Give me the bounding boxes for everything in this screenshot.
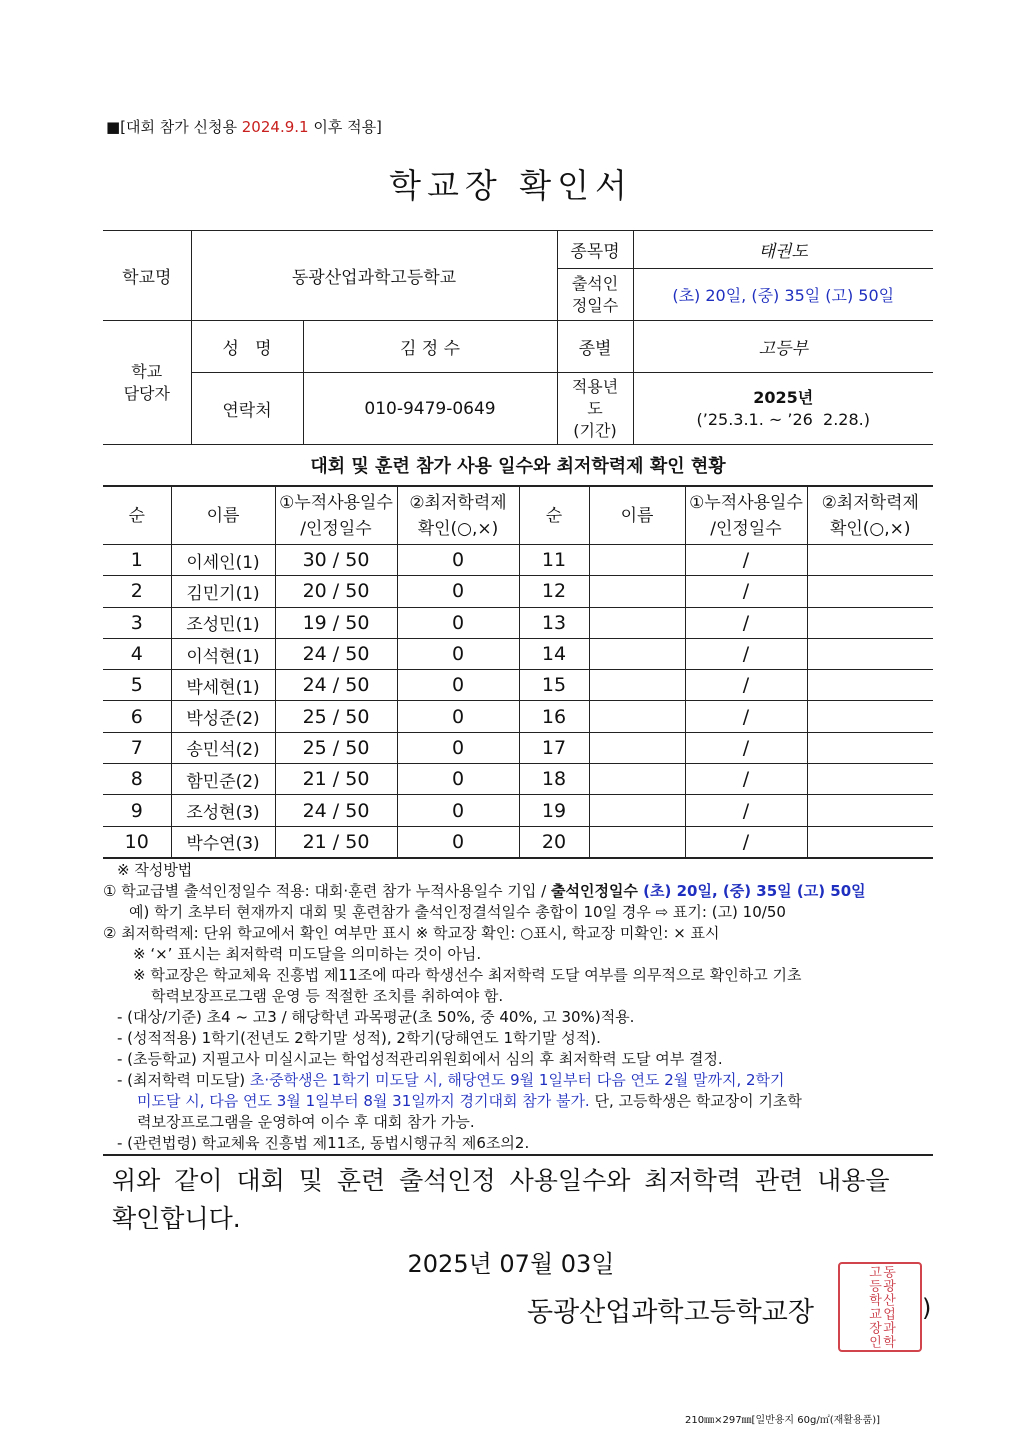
cell-seq: 2 bbox=[103, 576, 171, 607]
year-label-line3: (기간) bbox=[573, 420, 617, 440]
cell-seq: 7 bbox=[103, 732, 171, 763]
detail-1: - (대상/기준) 초4 ~ 고3 / 해당학년 과목평균(초 50%, 중 40%, 고 30%)적용. bbox=[117, 1008, 635, 1026]
cell-seq: 5 bbox=[103, 670, 171, 701]
attendance-value: (초) 20일, (중) 35일 (고) 50일 bbox=[633, 269, 933, 321]
cell-seq: 6 bbox=[103, 701, 171, 732]
header-name-2: 이름 bbox=[589, 486, 685, 545]
cell-days: 30 / 50 bbox=[275, 545, 397, 576]
cell-seq: 3 bbox=[103, 607, 171, 638]
confirmation-line2: 확인합니다. bbox=[112, 1204, 241, 1233]
page-title: 학교장 확인서 bbox=[389, 166, 633, 205]
year-label-line2: 도 bbox=[587, 398, 603, 418]
sport-value: 태권도 bbox=[633, 231, 933, 269]
form-note-prefix: ■[대회 참가 신청용 bbox=[106, 118, 242, 136]
header-days-2-line1: ①누적사용일수 bbox=[689, 492, 803, 513]
school-info-table bbox=[103, 230, 933, 445]
cell-name: 박수연(3) bbox=[171, 826, 275, 858]
cell-name: 박세현(1) bbox=[171, 670, 275, 701]
note-1-text: ① 학교급별 출석인정일수 적용: 대회·훈련 참가 누적사용일수 기입 / bbox=[103, 882, 551, 900]
note-1 bbox=[103, 881, 943, 902]
paper-spec: 210㎜×297㎜[일반용지 60g/㎡(재활용품)] bbox=[685, 1415, 881, 1426]
cell-name: 김민기(1) bbox=[171, 576, 275, 607]
cell-name2 bbox=[589, 576, 685, 607]
cell-check: 0 bbox=[397, 764, 519, 795]
cell-days: 21 / 50 bbox=[275, 826, 397, 858]
cell-name: 박성준(2) bbox=[171, 701, 275, 732]
table-row bbox=[103, 701, 933, 732]
detail-4-blue-2: 미도달 시, 다음 연도 3월 1일부터 8월 31일까지 경기대회 참가 불가. bbox=[137, 1092, 590, 1110]
form-note-suffix: 이후 적용] bbox=[308, 118, 382, 136]
cell-check: 0 bbox=[397, 545, 519, 576]
note-1-example: 예) 학기 초부터 현재까지 대회 및 훈련참가 출석인정결석일수 총합이 10일 경우 ⇨ 표기: (고) 10/50 bbox=[129, 903, 786, 921]
cell-check2 bbox=[807, 764, 933, 795]
note-2: ② 최저학력제: 단위 학교에서 확인 여부만 표시 ※ 학교장 확인: ○표시, 학교장 미확인: × 표시 bbox=[103, 924, 720, 942]
attendance-label bbox=[557, 269, 633, 321]
table-row bbox=[103, 826, 933, 858]
note-2-b2: 학력보장프로그램 운영 등 적절한 조치를 취하여야 함. bbox=[151, 987, 504, 1005]
cell-days2: / bbox=[685, 670, 807, 701]
detail-4-label: - (최저학력 미도달) bbox=[117, 1071, 250, 1089]
cell-seq2: 16 bbox=[519, 701, 589, 732]
detail-3: - (초등학교) 지필고사 미실시교는 학업성적관리위원회에서 심의 후 최저학력 도달 여부 결정. bbox=[117, 1050, 723, 1068]
manager-label-line2: 담당자 bbox=[123, 383, 170, 403]
header-days-2 bbox=[685, 486, 807, 545]
name-label: 성 명 bbox=[191, 321, 303, 373]
table-row bbox=[103, 545, 933, 576]
cell-seq2: 14 bbox=[519, 638, 589, 669]
attendance-label-line1: 출석인 bbox=[571, 273, 619, 293]
roster-table bbox=[103, 485, 933, 859]
cell-seq: 4 bbox=[103, 638, 171, 669]
section-subtitle: 대회 및 훈련 참가 사용 일수와 최저학력제 확인 현황 bbox=[310, 456, 726, 477]
header-check-line2: 확인(○,×) bbox=[417, 518, 499, 539]
form-note bbox=[106, 116, 382, 137]
cell-seq2: 17 bbox=[519, 732, 589, 763]
cell-days: 19 / 50 bbox=[275, 607, 397, 638]
header-seq-2: 순 bbox=[519, 486, 589, 545]
detail-4-line2 bbox=[103, 1091, 943, 1112]
cell-days: 24 / 50 bbox=[275, 795, 397, 826]
year-label bbox=[557, 373, 633, 445]
school-name: 동광산업과학고등학교 bbox=[191, 231, 557, 321]
principal-signature: 동광산업과학고등학교장 bbox=[527, 1297, 814, 1328]
cell-name2 bbox=[589, 826, 685, 858]
cell-check2 bbox=[807, 826, 933, 858]
cell-days2: / bbox=[685, 826, 807, 858]
cell-check2 bbox=[807, 701, 933, 732]
cell-days2: / bbox=[685, 545, 807, 576]
header-check-2-line2: 확인(○,×) bbox=[829, 518, 911, 539]
sport-label: 종목명 bbox=[557, 231, 633, 269]
cell-days2: / bbox=[685, 607, 807, 638]
cell-seq2: 18 bbox=[519, 764, 589, 795]
year-value bbox=[633, 373, 933, 445]
cell-name: 이석현(1) bbox=[171, 638, 275, 669]
cell-check: 0 bbox=[397, 576, 519, 607]
cell-days: 21 / 50 bbox=[275, 764, 397, 795]
table-row bbox=[103, 670, 933, 701]
cell-check2 bbox=[807, 545, 933, 576]
detail-4 bbox=[103, 1070, 943, 1091]
cell-check: 0 bbox=[397, 607, 519, 638]
cell-seq: 9 bbox=[103, 795, 171, 826]
instructions bbox=[103, 860, 943, 1154]
table-row bbox=[103, 764, 933, 795]
cell-check: 0 bbox=[397, 795, 519, 826]
cell-name: 조성민(1) bbox=[171, 607, 275, 638]
cell-seq: 1 bbox=[103, 545, 171, 576]
header-days-line1: ①누적사용일수 bbox=[279, 492, 393, 513]
cell-seq2: 19 bbox=[519, 795, 589, 826]
cell-seq: 10 bbox=[103, 826, 171, 858]
divider bbox=[103, 1154, 933, 1156]
confirmation-text bbox=[112, 1162, 927, 1238]
cell-days2: / bbox=[685, 638, 807, 669]
table-row bbox=[103, 607, 933, 638]
detail-4-line3: 력보장프로그램을 운영하여 이수 후 대회 참가 가능. bbox=[137, 1113, 475, 1131]
cell-name2 bbox=[589, 638, 685, 669]
cell-name: 이세인(1) bbox=[171, 545, 275, 576]
name-value: 김 정 수 bbox=[303, 321, 557, 373]
header-name: 이름 bbox=[171, 486, 275, 545]
header-check bbox=[397, 486, 519, 545]
contact-label: 연락처 bbox=[191, 373, 303, 445]
cell-name2 bbox=[589, 732, 685, 763]
cell-check2 bbox=[807, 670, 933, 701]
cell-days: 25 / 50 bbox=[275, 701, 397, 732]
manager-label-line1: 학교 bbox=[131, 361, 163, 381]
note-1-bold: 출석인정일수 bbox=[550, 882, 644, 900]
header-check-line1: ②최저학력제 bbox=[409, 492, 507, 513]
table-row bbox=[103, 795, 933, 826]
cell-check2 bbox=[807, 638, 933, 669]
cell-seq: 8 bbox=[103, 764, 171, 795]
cell-name: 함민준(2) bbox=[171, 764, 275, 795]
year-value-main: 2025년 bbox=[753, 387, 814, 407]
cell-check: 0 bbox=[397, 732, 519, 763]
cell-days2: / bbox=[685, 795, 807, 826]
cell-check: 0 bbox=[397, 701, 519, 732]
manager-label bbox=[103, 321, 191, 445]
note-2-b1: ※ 학교장은 학교체육 진흥법 제11조에 따라 학생선수 최저학력 도달 여부를 의무적으로 확인하고 기초 bbox=[133, 966, 802, 984]
cell-check: 0 bbox=[397, 638, 519, 669]
year-value-period: (’25.3.1. ~ ’26 2.28.) bbox=[696, 409, 870, 429]
cell-days: 24 / 50 bbox=[275, 638, 397, 669]
table-row bbox=[103, 576, 933, 607]
division-label: 종별 bbox=[557, 321, 633, 373]
cell-seq2: 12 bbox=[519, 576, 589, 607]
table-row bbox=[103, 638, 933, 669]
header-days-line2: /인정일수 bbox=[300, 518, 372, 539]
header-check-2 bbox=[807, 486, 933, 545]
header-check-2-line1: ②최저학력제 bbox=[821, 492, 919, 513]
issue-date: 2025년 07월 03일 bbox=[407, 1250, 615, 1278]
detail-5: - (관련법령) 학교체육 진흥법 제11조, 동법시행규칙 제6조의2. bbox=[117, 1134, 530, 1152]
cell-seq2: 20 bbox=[519, 826, 589, 858]
cell-days: 20 / 50 bbox=[275, 576, 397, 607]
cell-days2: / bbox=[685, 576, 807, 607]
detail-2: - (성적적용) 1학기(전년도 2학기말 성적), 2학기(당해연도 1학기말 성적). bbox=[117, 1029, 601, 1047]
cell-days2: / bbox=[685, 764, 807, 795]
cell-check2 bbox=[807, 576, 933, 607]
cell-check: 0 bbox=[397, 826, 519, 858]
header-seq: 순 bbox=[103, 486, 171, 545]
table-row bbox=[103, 732, 933, 763]
header-days bbox=[275, 486, 397, 545]
instructions-heading: ※ 작성방법 bbox=[117, 861, 193, 879]
cell-check2 bbox=[807, 607, 933, 638]
school-label: 학교명 bbox=[103, 231, 191, 321]
cell-name2 bbox=[589, 545, 685, 576]
cell-check2 bbox=[807, 732, 933, 763]
year-label-line1: 적용년 bbox=[571, 376, 619, 396]
cell-seq2: 13 bbox=[519, 607, 589, 638]
contact-value: 010-9479-0649 bbox=[303, 373, 557, 445]
official-seal-stamp: 동광산업과학고등학교장인 bbox=[838, 1262, 922, 1352]
confirmation-line1: 위와 같이 대회 및 훈련 출석인정 사용일수와 최저학력 관련 내용을 bbox=[112, 1166, 890, 1195]
cell-check2 bbox=[807, 795, 933, 826]
cell-name: 송민석(2) bbox=[171, 732, 275, 763]
detail-4-blue-1: 초·중학생은 1학기 미도달 시, 해당연도 9월 1일부터 다음 연도 2월 말까지, 2학기 bbox=[249, 1071, 785, 1089]
note-1-values: (초) 20일, (중) 35일 (고) 50일 bbox=[643, 882, 866, 900]
cell-name2 bbox=[589, 764, 685, 795]
cell-name2 bbox=[589, 795, 685, 826]
cell-seq2: 15 bbox=[519, 670, 589, 701]
attendance-label-line2: 정일수 bbox=[571, 295, 619, 315]
seal-bracket: ) bbox=[922, 1294, 932, 1322]
cell-name2 bbox=[589, 670, 685, 701]
cell-name2 bbox=[589, 607, 685, 638]
header-days-2-line2: /인정일수 bbox=[710, 518, 782, 539]
form-note-date: 2024.9.1 bbox=[241, 118, 309, 136]
cell-check: 0 bbox=[397, 670, 519, 701]
division-value: 고등부 bbox=[633, 321, 933, 373]
cell-seq2: 11 bbox=[519, 545, 589, 576]
cell-days: 25 / 50 bbox=[275, 732, 397, 763]
cell-days: 24 / 50 bbox=[275, 670, 397, 701]
cell-days2: / bbox=[685, 701, 807, 732]
detail-4-text: 단, 고등학생은 학교장이 기초학 bbox=[589, 1092, 802, 1110]
cell-days2: / bbox=[685, 732, 807, 763]
cell-name: 조성현(3) bbox=[171, 795, 275, 826]
note-2-a: ※ ‘×’ 표시는 최저학력 미도달을 의미하는 것이 아님. bbox=[133, 945, 482, 963]
cell-name2 bbox=[589, 701, 685, 732]
